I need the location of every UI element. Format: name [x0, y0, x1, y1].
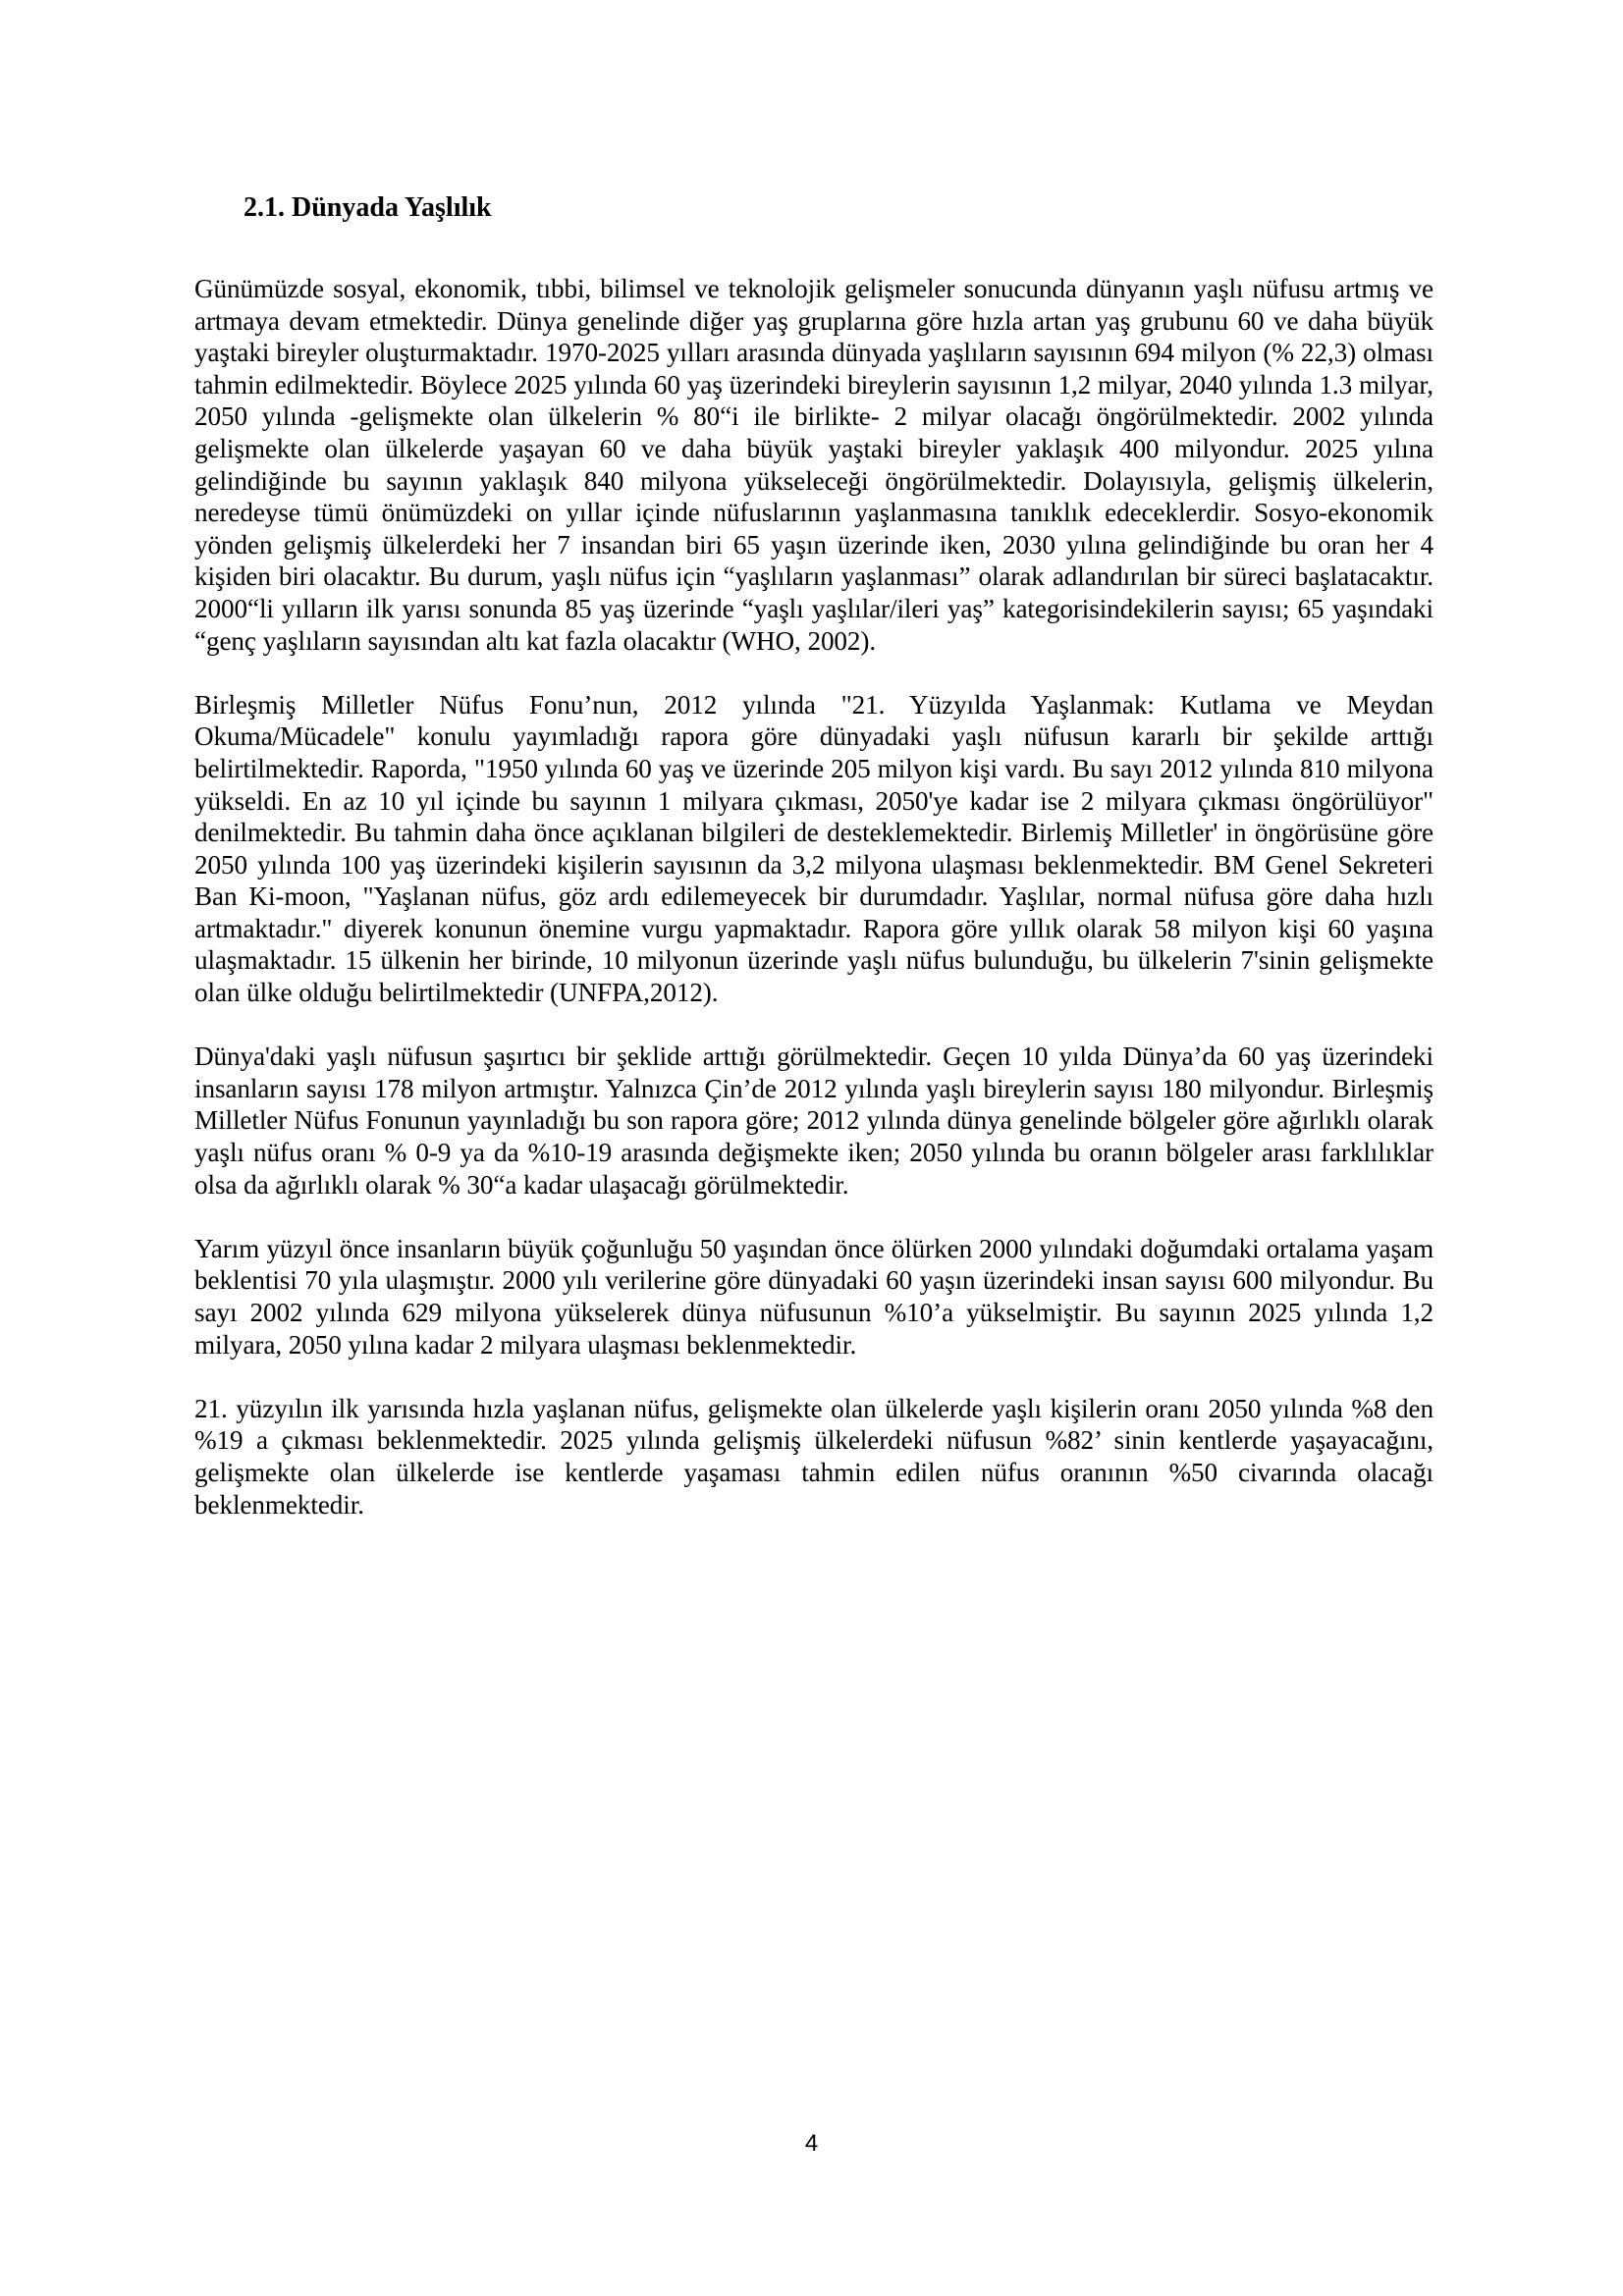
page-number: 4: [804, 2130, 819, 2157]
paragraph-3: Dünya'daki yaşlı nüfusun şaşırtıcı bir şeklide arttığı görülmektedir. Geçen 10 yılda Dünya’da 60 yaş üzerindeki insanların sayısı 178 milyon artmıştır. Yalnızca Çin’de 2012 yılında yaşlı bireylerin sayısı 180 milyondur. Birleşmiş Milletler Nüfus Fonunun yayınladığı bu son rapora göre; 2012 yılında dünya genelinde bölgeler göre ağırlıklı olarak yaşlı nüfus oranı % 0-9 ya da %10-19 arasında değişmekte iken; 2050 yılında bu oranın bölgeler arası farklılıklar olsa da ağırlıklı olarak % 30“a kadar ulaşacağı görülmektedir.: [194, 1041, 1434, 1200]
section-heading: 2.1. Dünyada Yaşlılık: [243, 192, 492, 223]
paragraph-2: Birleşmiş Milletler Nüfus Fonu’nun, 2012 yılında "21. Yüzyılda Yaşlanmak: Kutlama ve Meydan Okuma/Mücadele" konulu yayımladığı rapora göre dünyadaki yaşlı nüfusun kararlı bir şekilde arttığı belirtilmektedir. Raporda, "1950 yılında 60 yaş ve üzerinde 205 milyon kişi vardı. Bu sayı 2012 yılında 810 milyona yükseldi. En az 10 yıl içinde bu sayının 1 milyara çıkması, 2050'ye kadar ise 2 milyara çıkması öngörülüyor" denilmektedir. Bu tahmin daha önce açıklanan bilgileri de desteklemektedir. Birlemiş Milletler' in öngörüsüne göre 2050 yılında 100 yaş üzerindeki kişilerin sayısının da 3,2 milyona ulaşması beklenmektedir. BM Genel Sekreteri Ban Ki-moon, "Yaşlanan nüfus, göz ardı edilemeyecek bir durumdadır. Yaşlılar, normal nüfusa göre daha hızlı artmaktadır." diyerek konunun önemine vurgu yapmaktadır. Rapora göre yıllık olarak 58 milyon kişi 60 yaşına ulaşmaktadır. 15 ülkenin her birinde, 10 milyonun üzerinde yaşlı nüfus bulunduğu, bu ülkelerin 7'sinin gelişmekte olan ülke olduğu belirtilmektedir (UNFPA,2012).: [194, 689, 1434, 1008]
paragraph-4: Yarım yüzyıl önce insanların büyük çoğunluğu 50 yaşından önce ölürken 2000 yılındaki doğumdaki ortalama yaşam beklentisi 70 yıla ulaşmıştır. 2000 yılı verilerine göre dünyadaki 60 yaşın üzerindeki insan sayısı 600 milyondur. Bu sayı 2002 yılında 629 milyona yükselerek dünya nüfusunun %10’a yükselmiştir. Bu sayının 2025 yılında 1,2 milyara, 2050 yılına kadar 2 milyara ulaşması beklenmektedir.: [194, 1233, 1434, 1360]
document-page: [194, 192, 1434, 1553]
paragraph-5: 21. yüzyılın ilk yarısında hızla yaşlanan nüfus, gelişmekte olan ülkelerde yaşlı kişilerin oranı 2050 yılında %8 den %19 a çıkması beklenmektedir. 2025 yılında gelişmiş ülkelerdeki nüfusun %82’ sinin kentlerde yaşayacağını, gelişmekte olan ülkelerde ise kentlerde yaşaması tahmin edilen nüfus oranının %50 civarında olacağı beklenmektedir.: [194, 1393, 1434, 1520]
paragraph-1: Günümüzde sosyal, ekonomik, tıbbi, bilimsel ve teknolojik gelişmeler sonucunda dünyanın yaşlı nüfusu artmış ve artmaya devam etmektedir. Dünya genelinde diğer yaş gruplarına göre hızla artan yaş grubunu 60 ve daha büyük yaştaki bireyler oluşturmaktadır. 1970-2025 yılları arasında dünyada yaşlıların sayısının 694 milyon (% 22,3) olması tahmin edilmektedir. Böylece 2025 yılında 60 yaş üzerindeki bireylerin sayısının 1,2 milyar, 2040 yılında 1.3 milyar, 2050 yılında -gelişmekte olan ülkelerin % 80“i ile birlikte- 2 milyar olacağı öngörülmektedir. 2002 yılında gelişmekte olan ülkelerde yaşayan 60 ve daha büyük yaştaki bireyler yaklaşık 400 milyondur. 2025 yılına gelindiğinde bu sayının yaklaşık 840 milyona yükseleceği öngörülmektedir. Dolayısıyla, gelişmiş ülkelerin, neredeyse tümü önümüzdeki on yıllar içinde nüfuslarının yaşlanmasına tanıklık edeceklerdir. Sosyo-ekonomik yönden gelişmiş ülkelerdeki her 7 insandan biri 65 yaşın üzerinde iken, 2030 yılına gelindiğinde bu oran her 4 kişiden biri olacaktır. Bu durum, yaşlı nüfus için “yaşlıların yaşlanması” olarak adlandırılan bir süreci başlatacaktır. 2000“li yılların ilk yarısı sonunda 85 yaş üzerinde “yaşlı yaşlılar/ileri yaş” kategorisindekilerin sayısı; 65 yaşındaki “genç yaşlıların sayısından altı kat fazla olacaktır (WHO, 2002).: [194, 274, 1434, 656]
